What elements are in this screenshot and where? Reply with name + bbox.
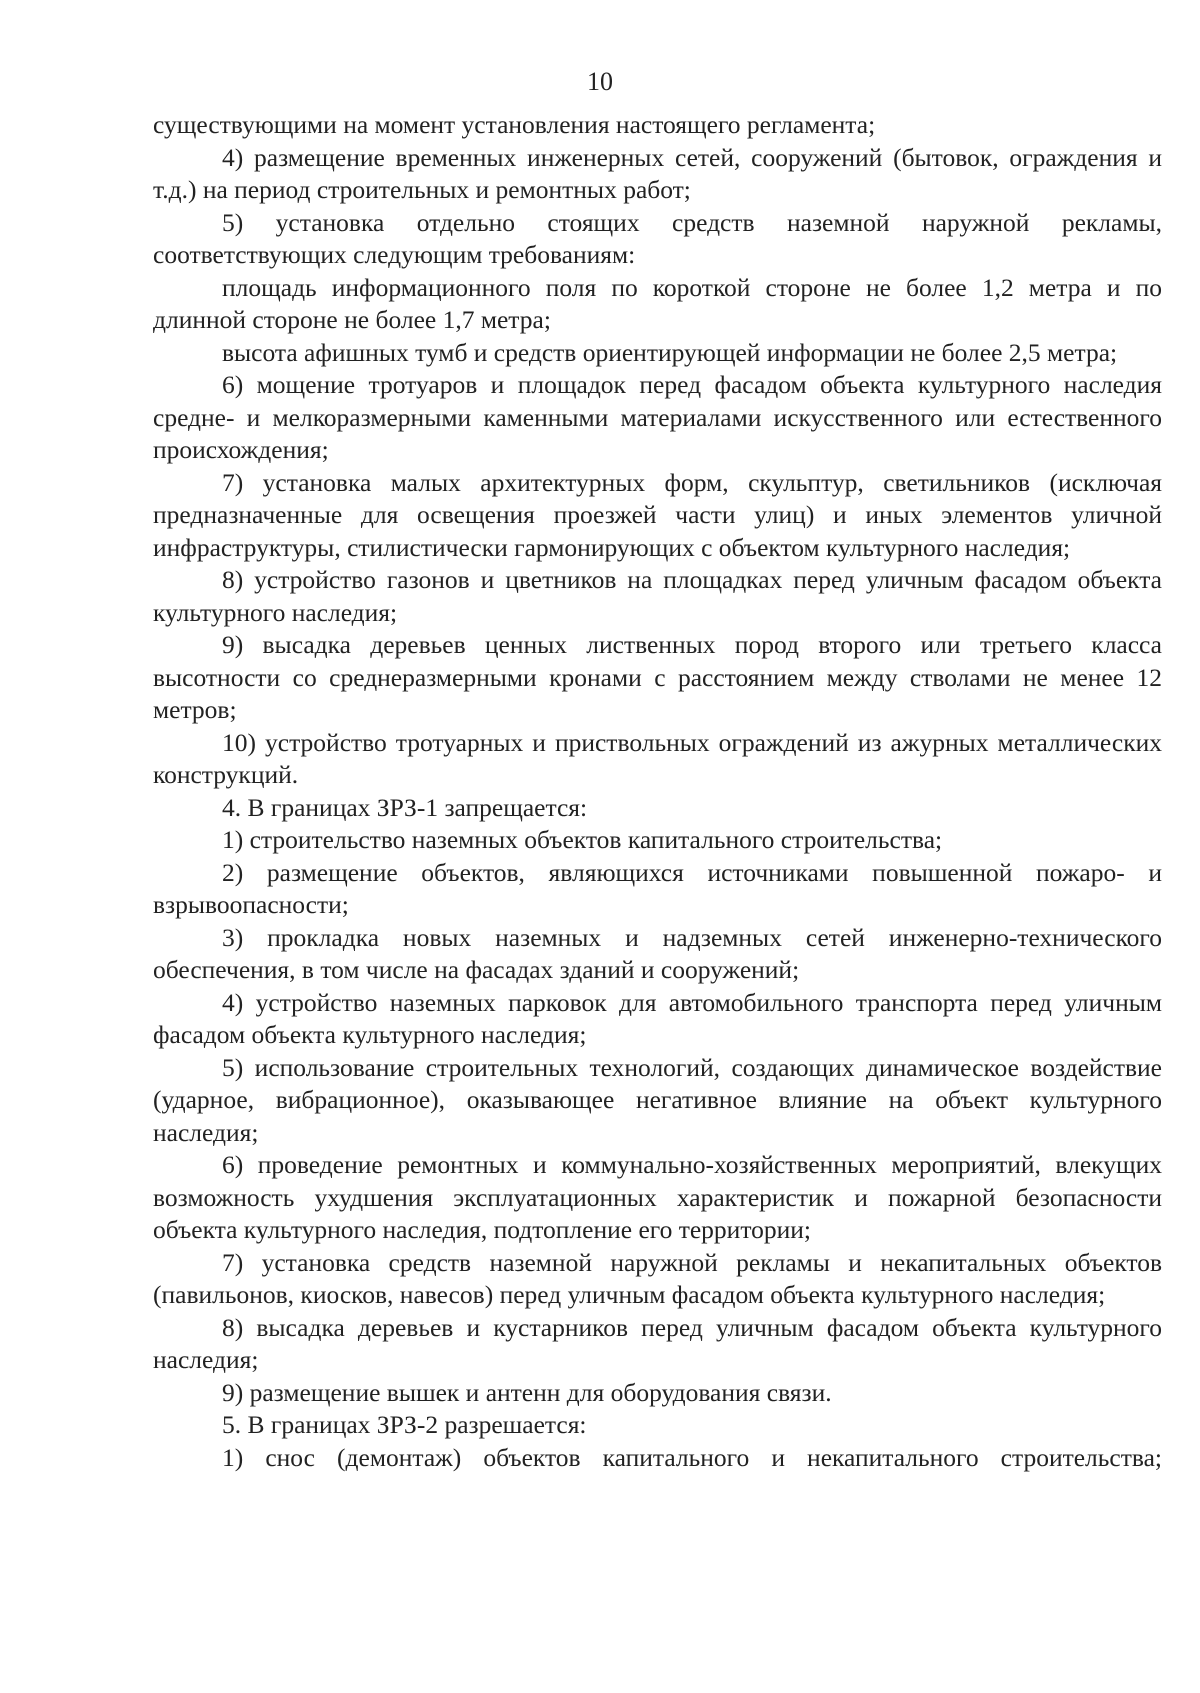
paragraph: 2) размещение объектов, являющихся источниками повышенной пожаро- и взрывоопасности; [153, 857, 1162, 919]
paragraph: 1) снос (демонтаж) объектов капитального и некапитального строительства; [222, 1442, 1162, 1472]
paragraph: 4) размещение временных инженерных сетей, сооружений (бытовок, ограждения и т.д.) на период строительных и ремонтных работ; [153, 142, 1162, 204]
paragraph: 10) устройство тротуарных и приствольных ограждений из ажурных металлических конструкций. [153, 727, 1162, 789]
paragraph: 4. В границах ЗРЗ-1 запрещается: [222, 792, 588, 822]
paragraph: 7) установка средств наземной наружной рекламы и некапитальных объектов (павильонов, киосков, навесов) перед уличным фасадом объекта культурного наследия; [153, 1247, 1162, 1309]
document-body [153, 109, 1162, 1474]
paragraph: 8) высадка деревьев и кустарников перед уличным фасадом объекта культурного наследия; [153, 1312, 1162, 1374]
paragraph: 9) размещение вышек и антенн для оборудования связи. [222, 1377, 832, 1407]
paragraph: 3) прокладка новых наземных и надземных сетей инженерно-технического обеспечения, в том числе на фасадах зданий и сооружений; [153, 922, 1162, 984]
paragraph: 1) строительство наземных объектов капитального строительства; [222, 825, 943, 854]
paragraph: существующими на момент установления настоящего регламента; [153, 110, 876, 139]
paragraph: 6) мощение тротуаров и площадок перед фасадом объекта культурного наследия средне- и мелкоразмерными каменными материалами искусственного или естественного происхождения; [153, 370, 1162, 464]
page-number: 10 [587, 67, 613, 96]
paragraph: 6) проведение ремонтных и коммунально-хозяйственных мероприятий, влекущих возможность ухудшения эксплуатационных характеристик и пожарной безопасности объекта культурного наследия, подтопление его территории; [153, 1150, 1162, 1244]
paragraph: 5. В границах ЗРЗ-2 разрешается: [222, 1410, 587, 1439]
paragraph: 7) установка малых архитектурных форм, скульптур, светильников (исключая предназначенные для освещения проезжей части улиц) и иных элементов уличной инфраструктуры, стилистически гармонирующих с объектом культурного наследия; [153, 467, 1162, 562]
paragraph: площадь информационного поля по короткой стороне не более 1,2 метра и по длинной стороне не более 1,7 метра; [153, 272, 1162, 334]
paragraph: высота афишных тумб и средств ориентирующей информации не более 2,5 метра; [222, 337, 1118, 367]
paragraph: 4) устройство наземных парковок для автомобильного транспорта перед уличным фасадом объекта культурного наследия; [153, 987, 1162, 1049]
paragraph: 8) устройство газонов и цветников на площадках перед уличным фасадом объекта культурного наследия; [153, 565, 1162, 627]
paragraph: 5) использование строительных технологий, создающих динамическое воздействие (ударное, вибрационное), оказывающее негативное влияние на объект культурного наследия; [153, 1052, 1162, 1147]
paragraph: 5) установка отдельно стоящих средств наземной наружной рекламы, соответствующих следующим требованиям: [153, 207, 1162, 269]
paragraph: 9) высадка деревьев ценных лиственных пород второго или третьего класса высотности со среднеразмерными кронами с расстоянием между стволами не менее 12 метров; [153, 630, 1162, 724]
